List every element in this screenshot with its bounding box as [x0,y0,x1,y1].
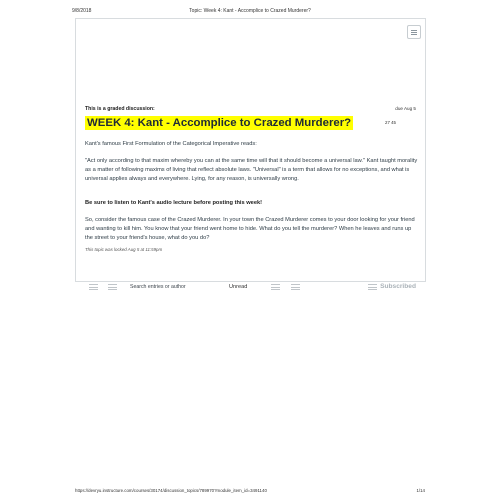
due-date: due Aug 5 [395,106,416,111]
search-input[interactable]: Search entries or author [130,284,186,290]
locked-note: This topic was locked Aug 5 at 11:59pm [85,247,163,252]
discussion-toolbar [76,278,425,292]
quote-paragraph: "Act only according to that maxim whereby you can at the same time will that it should become a universal law." Kant taught morality as a matter of following maxims of living that reflect absolute laws. "Universal" is a term that allows for no exceptions, and what is universal applies always and everywhere. Lying, for any reason, is universally wrong. [85,158,418,182]
menu-icon[interactable] [108,284,117,290]
unread-filter[interactable]: Unread [229,284,248,290]
discussion-title: WEEK 4: Kant - Accomplice to Crazed Murderer? [87,117,352,129]
points-label: 27 45 [385,120,396,125]
scenario-paragraph: So, consider the famous case of the Crazed Murderer. In your town the Crazed Murderer comes to your door looking for your friend and wanting to kill him. You know that your friend went home to hide. What do you tell the murderer? When he leaves and runs up the street to your friend's house, what do you do? [85,217,415,241]
intro-paragraph: Kant's famous First Formulation of the Categorical Imperative reads: [85,141,257,147]
check-icon [368,284,377,290]
print-header [0,5,500,17]
menu-icon[interactable] [271,284,280,290]
graded-label: This is a graded discussion: [85,106,155,112]
print-date: 9/8/2018 [72,8,92,14]
page-url: https://devryu.instructure.com/courses/30174/discussion_topics/789970?module_item_id=3491140 [75,488,267,493]
subscribe-button[interactable]: Subscribed [380,283,416,290]
options-menu-button[interactable] [407,25,421,39]
menu-icon[interactable] [89,284,98,290]
page-number: 1/14 [416,488,425,493]
menu-icon[interactable] [291,284,300,290]
print-title: Topic: Week 4: Kant - Accomplice to Crazed Murderer? [189,8,311,14]
discussion-card [75,18,426,290]
listen-paragraph: Be sure to listen to Kant's audio lecture before posting this week! [85,200,263,206]
